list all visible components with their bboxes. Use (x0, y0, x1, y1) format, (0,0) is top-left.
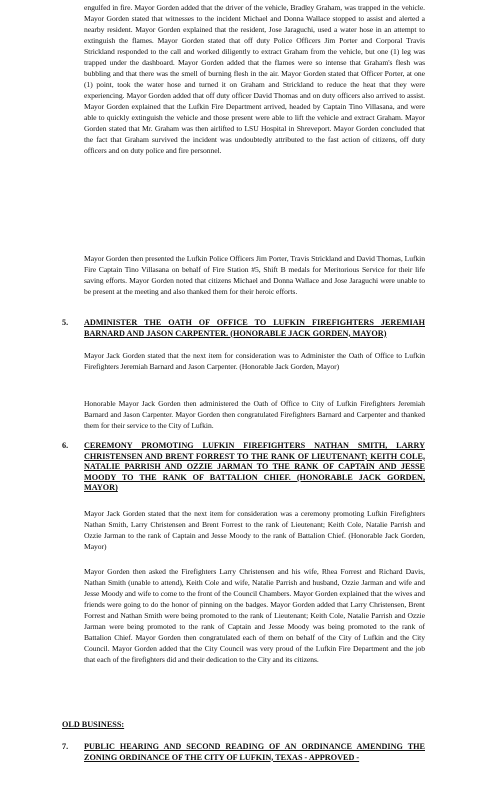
item-number: 5. (62, 318, 69, 327)
agenda-item-7 (62, 742, 425, 763)
paragraph-item5-oath (84, 398, 425, 431)
agenda-item-5 (62, 318, 425, 339)
old-business-section (62, 720, 425, 731)
agenda-item-6 (62, 441, 425, 494)
paragraph-text: Mayor Jack Gorden stated that the next item for consideration was a ceremony promoting Lufkin Firefighters Nathan Smith, Larry Christensen and Brent Forrest to the rank of Lieutenant; Keith Cole, Natalie Parrish and Ozzie Jarman to the rank of Captain and Jesse Moody to the rank of Battalion Chief. (Honorable Jack Gorden, Mayor) (84, 509, 425, 551)
paragraph-medals (84, 253, 425, 297)
paragraph-fire-incident (84, 2, 425, 156)
paragraph-text: Honorable Mayor Jack Gorden then administered the Oath of Office to City of Lufkin Firefighters Jeremiah Barnard and Jason Carpenter. Mayor Gorden then congratulated Firefighters Barnard and Carpenter and thanked them for their service to the City of Lufkin. (84, 399, 425, 430)
paragraph-text: Mayor Gorden then presented the Lufkin Police Officers Jim Porter, Travis Strickland and David Thomas, Lufkin Fire Captain Tino Villasana on behalf of Fire Station #5, Shift B medals for Meritorious Service for their life saving efforts. Mayor Gorden noted that citizens Michael and Donna Wallace and Jose Jaraguchi were unable to be present at the meeting and also thanked them for their heroic efforts. (84, 254, 425, 296)
item-title: ADMINISTER THE OATH OF OFFICE TO LUFKIN FIREFIGHTERS JEREMIAH BARNARD AND JASON CARPENTER. (HONORABLE JACK GORDEN, MAYOR) (84, 318, 425, 338)
item-number: 7. (62, 742, 69, 751)
item-title: PUBLIC HEARING AND SECOND READING OF AN ORDINANCE AMENDING THE ZONING ORDINANCE OF THE CITY OF LUFKIN, TEXAS - APPROVED - (84, 742, 425, 762)
item-title: CEREMONY PROMOTING LUFKIN FIREFIGHTERS NATHAN SMITH, LARRY CHRISTENSEN AND BRENT FORREST TO THE RANK OF LIEUTENANT; KEITH COLE, NATALIE PARRISH AND OZZIE JARMAN TO THE RANK OF CAPTAIN AND JESSE MOODY TO THE RANK OF BATTALION CHIEF. (HONORABLE JACK GORDEN, MAYOR) (84, 441, 425, 493)
section-heading: OLD BUSINESS: (62, 720, 125, 729)
item-number: 6. (62, 441, 69, 450)
paragraph-text: Mayor Gorden then asked the Firefighters Larry Christensen and his wife, Rhea Forrest and Richard Davis, Nathan Smith (unable to attend), Keith Cole and wife, Natalie Parrish and husband, Ozzie Jarman and wife and Jesse Moody and wife to come to the front of the Council Chambers. Mayor Gorden explained that the wives and friends were going to do the honor of pinning on the badges. Mayor Gorden added that Larry Christensen, Brent Forrest and Nathan Smith were being promoted to the rank of Lieutenant; Keith Cole, Natalie Parrish and Ozzie Jarman were being promoted to the rank of Captain and Jesse Moody was being promoted to the rank of Battalion Chief. Mayor Gorden then congratulated each of them on behalf of the City of Lufkin and the City Council. Mayor Gorden added that the City Council was very proud of the Lufkin Fire Department and the job that each of the firefighters did and their dedication to the City and its citizens. (84, 567, 425, 664)
paragraph-text: Mayor Jack Gorden stated that the next item for consideration was to Administer the Oath of Office to Lufkin Firefighters Jeremiah Barnard and Jason Carpenter. (Honorable Jack Gorden, Mayor) (84, 351, 425, 371)
paragraph-item6-ceremony (84, 566, 425, 665)
paragraph-item5-intro (84, 350, 425, 372)
paragraph-text: engulfed in fire. Mayor Gorden added that the driver of the vehicle, Bradley Graham, was trapped in the vehicle. Mayor Gorden stated that witnesses to the incident Michael and Donna Wallace stopped to assist and alerted a nearby resident. Mayor Gorden explained that the resident, Jose Jaraguchi, used a water hose in an attempt to extinguish the flames. Mayor Gorden stated that off duty Police Officers Jim Porter and Corporal Travis Strickland responded to the call and worked diligently to extract Graham from the vehicle, but one (1) leg was trapped under the dashboard. Mayor Gorden added that the flames were so intense that Graham's flesh was bubbling and that there was the smell of burning flesh in the air. Mayor Gorden stated that Officer Porter, at one (1) point, took the water hose and turned it on Graham and Strickland to reduce the heat that they were experiencing. Mayor Gorden added that off duty officer David Thomas and on duty officers also arrived to assist. Mayor Gorden explained that the Lufkin Fire Department arrived, headed by Captain Tino Villasana, and were able to quickly extinguish the vehicle and those present were able to lift the vehicle and extract Graham. Mayor Gorden stated that Mr. Graham was then airlifted to LSU Hospital in Shreveport. Mayor Gorden concluded that the fact that Graham survived the incident was undoubtedly attributed to the fast action of citizens, off duty officers and on duty police and fire personnel. (84, 3, 425, 155)
paragraph-item6-intro (84, 508, 425, 552)
